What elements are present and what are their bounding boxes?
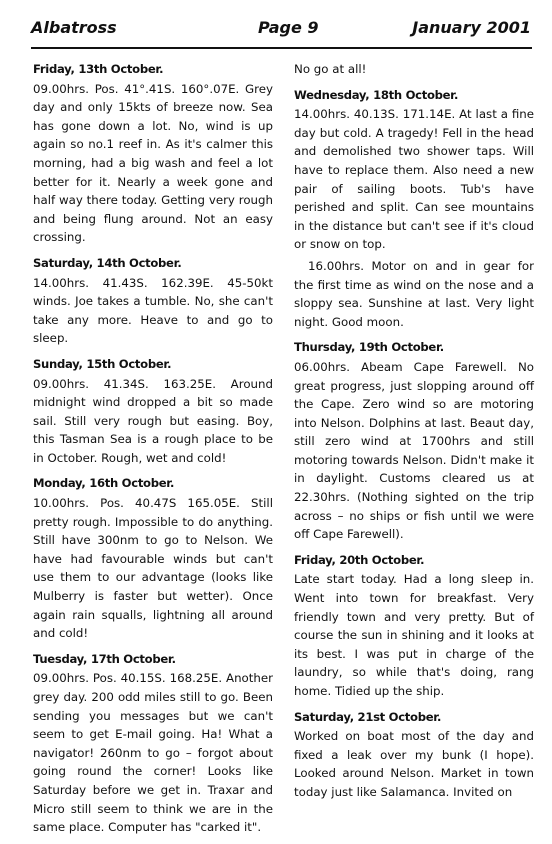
diary-entry	[33, 650, 273, 837]
entry-text: 09.00hrs. 41.34S. 163.25E. Around midnight wind dropped a bit so made sail. Still very rough but easing. Boy, this Tasman Sea is a rough place to be in October. Rough, wet and cold!	[33, 376, 273, 465]
entry-date: Thursday, 19th October.	[294, 340, 444, 355]
entry-date: Friday, 20th October.	[294, 552, 425, 567]
diary-entry	[294, 338, 534, 544]
entry-text: 06.00hrs. Abeam Cape Farewell. No great progress, just slopping around off the Cape. Zero wind so are motoring into Nelson. Dolphins at last. Beaut day, still zero wind at 1700hrs and still motoring towards Nelson. Didn't make it in daylight. Customs cleared us at 22.30hrs. (Nothing sighted on the trip across – no ships or fish until we were off Cape Farewell).	[294, 359, 534, 542]
entry-date: Friday, 13th October.	[33, 62, 164, 76]
entry-date: Tuesday, 17th October.	[33, 651, 176, 666]
entry-date: Saturday, 14th October.	[33, 255, 182, 270]
entry-text: 16.00hrs. Motor on and in gear for the first time as wind on the nose and a sloppy sea. Sunshine at last. Very light night. Good moon.	[294, 258, 534, 329]
entry-text: 14.00hrs. 40.13S. 171.14E. At last a fine day but cold. A tragedy! Fell in the head and demolished two shower taps. Will have to replace them. Also need a new pair of sailing boots. Tub's have perished and split. Can see mountains in the distance but can't see if it's cloud or snow on top.	[294, 107, 534, 252]
entry-text: 10.00hrs. Pos. 40.47S 165.05E. Still pretty rough. Impossible to do anything. Still have 300nm to go to Nelson. We have had favourable winds but can't use them to our advantage (looks like Mulberry is faster but wetter). Once again rain squalls, lightning all around and cold!	[33, 496, 273, 641]
right-column	[294, 60, 534, 809]
diary-entry	[33, 60, 273, 247]
entry-date: Wednesday, 18th October.	[294, 87, 459, 102]
entry-text: Worked on boat most of the day and fixed a leak over my bunk (I hope). Looked around Nelson. Market in town today just like Salamanca. Invited on	[294, 729, 534, 799]
page-number: Page 9	[258, 18, 319, 37]
entry-date: Sunday, 15th October.	[33, 356, 172, 371]
diary-entry	[294, 708, 534, 802]
publication-title: Albatross	[31, 18, 117, 37]
header-divider	[31, 47, 532, 49]
entry-text: 09.00hrs. Pos. 40.15S. 168.25E. Another grey day. 200 odd miles still to go. Been sending you messages but we can't seem to get E-mail going. Ha! What a navigator! 260nm to go – forgot about going round the corner! Looks like Saturday before we get in. Traxar and Micro still seem to think we are in the same place. Computer has "carked it".	[33, 671, 273, 835]
entry-text: Late start today. Had a long sleep in. Went into town for breakfast. Very friendly town and very pretty. But of course the sun in shining and it looks at its best. I was put in charge of the laundry, so while that's doing, rang home. Tidied up the ship.	[294, 572, 534, 698]
diary-entry	[33, 254, 273, 348]
issue-date: January 2001	[412, 18, 531, 37]
entry-text: 14.00hrs. 41.43S. 162.39E. 45-50kt winds. Joe takes a tumble. No, she can't take any more. Heave to and go to sleep.	[33, 275, 273, 346]
diary-entry	[33, 474, 273, 642]
diary-entry	[294, 86, 534, 332]
entry-text: No go at all!	[294, 62, 367, 76]
entry-date: Saturday, 21st October.	[294, 709, 442, 724]
entry-date: Monday, 16th October.	[33, 476, 175, 491]
diary-entry	[294, 551, 534, 701]
continued-text	[294, 60, 534, 79]
entry-text: 09.00hrs. Pos. 41°.41S. 160°.07E. Grey day and only 15kts of breeze now. Sea has gone down a lot. No, wind is up again so no.1 reef in. As it's calmer this morning, had a big wash and feel a lot better for it. Nearly a week gone and half way there today. Getting very rough and being flung around. Not an easy crossing.	[33, 81, 273, 245]
diary-entry	[33, 355, 273, 468]
left-column	[33, 60, 273, 844]
page-header	[31, 14, 531, 44]
